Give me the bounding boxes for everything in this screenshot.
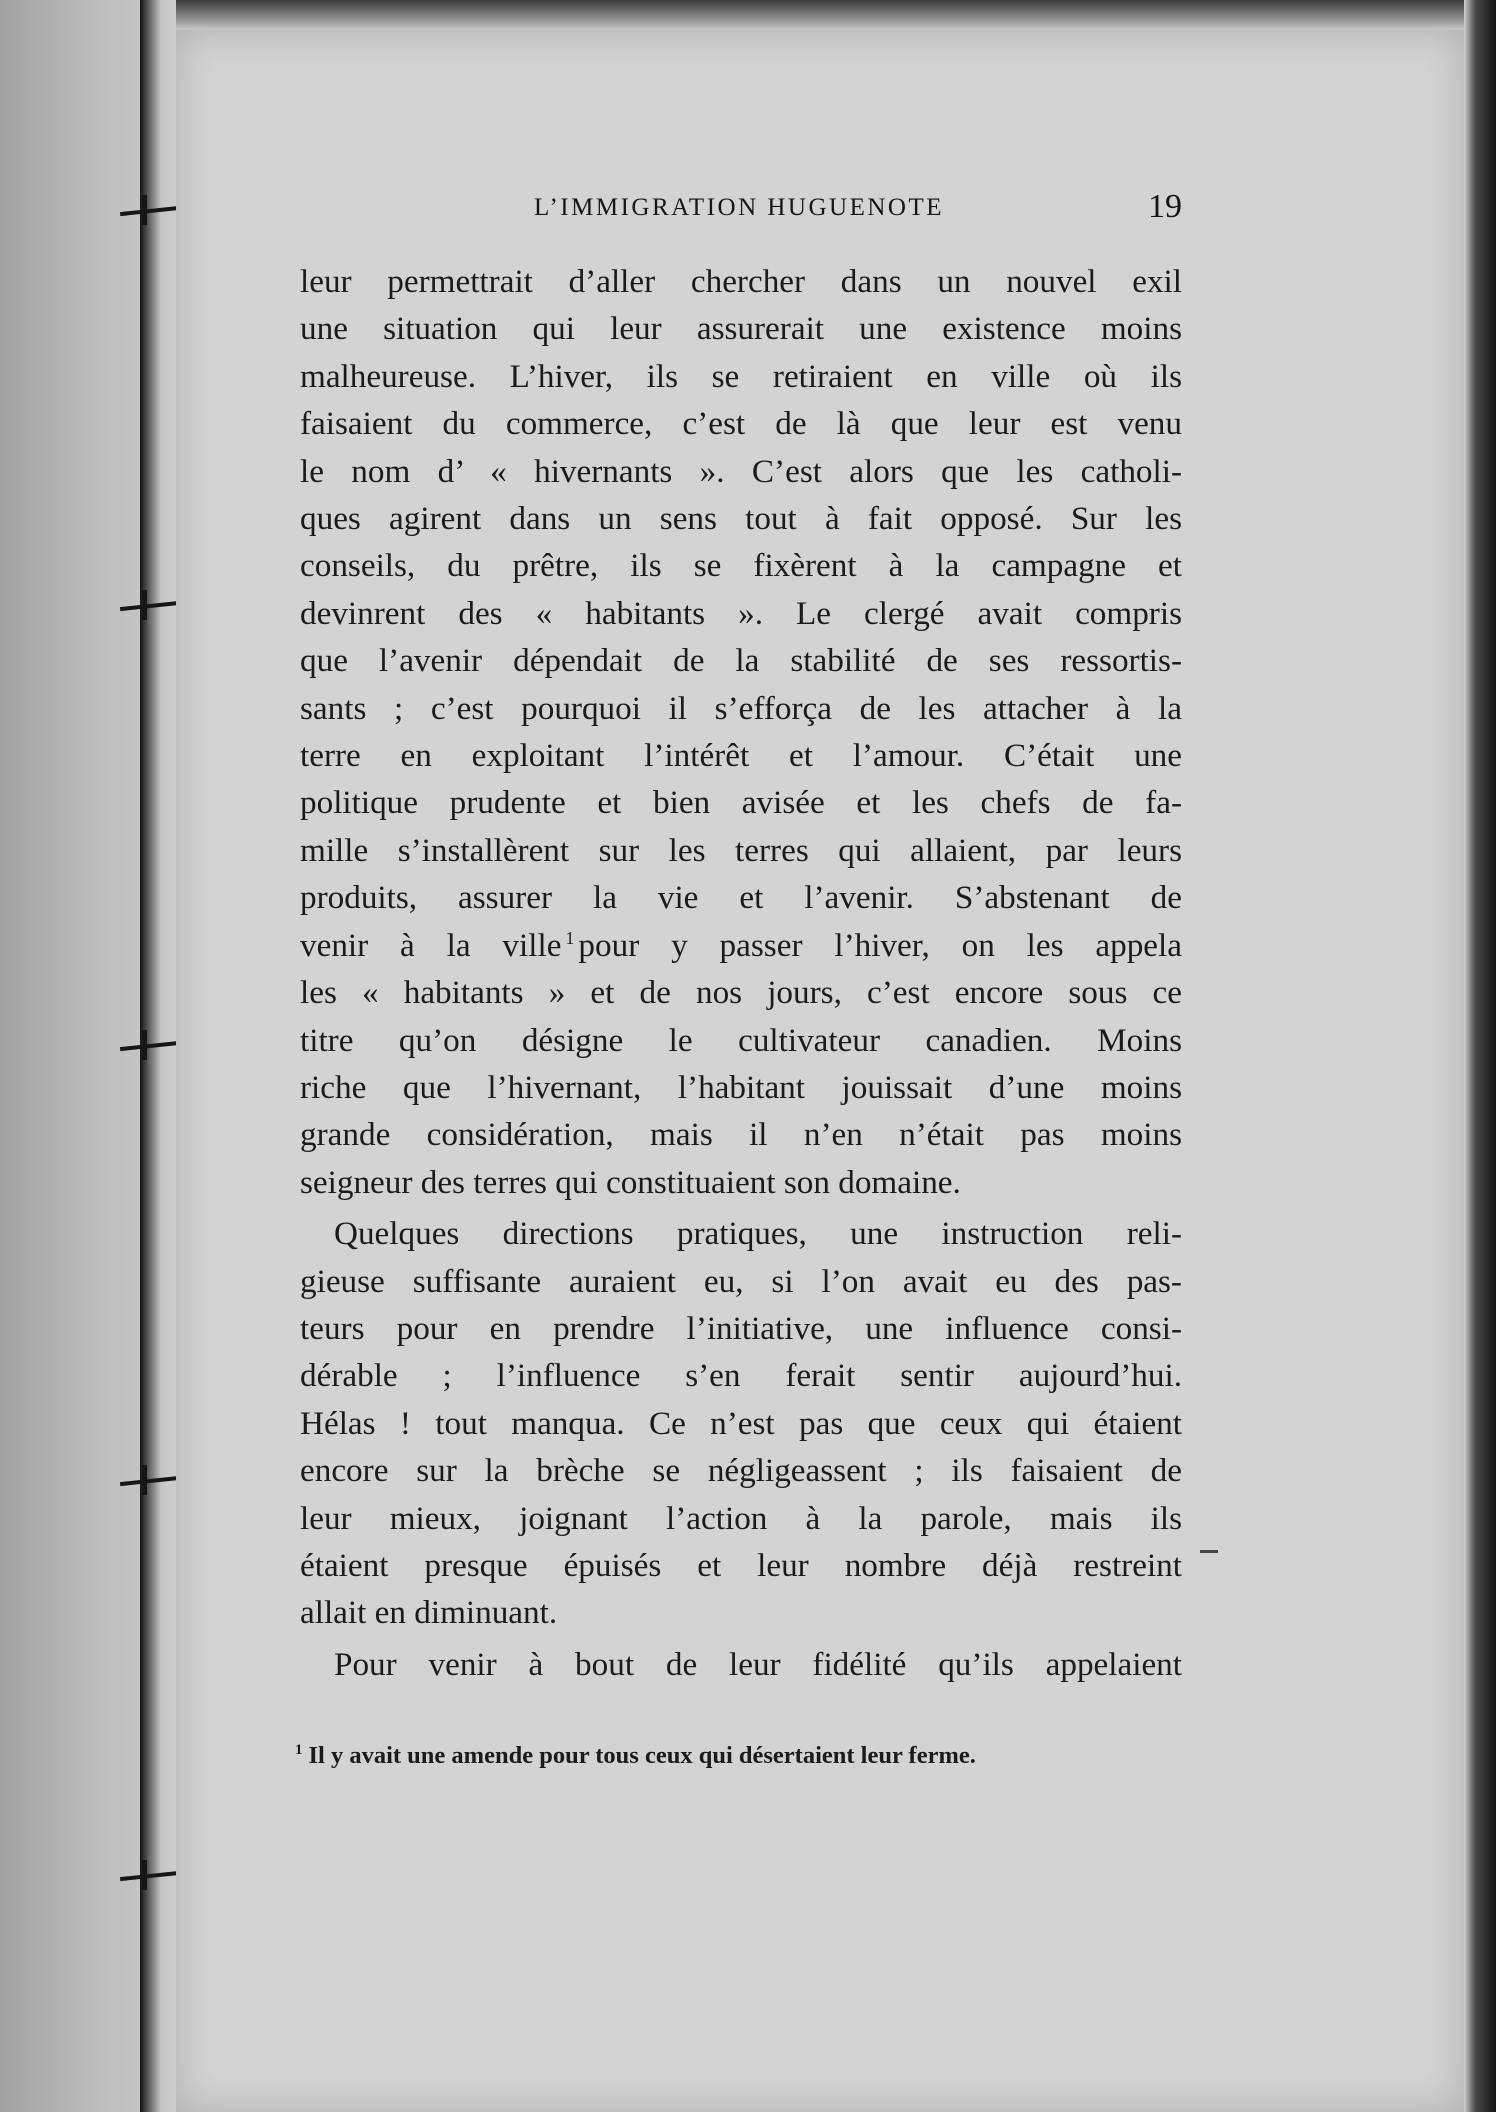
binding-stitch: [120, 205, 180, 217]
text-line: faisaient du commerce, c’est de là que leur est venu: [300, 405, 1182, 443]
binding-stitch: [120, 600, 180, 612]
margin-pencil-mark: [1200, 1550, 1218, 1553]
text-line-with-footnote-ref: [300, 922, 1182, 969]
text-line: terre en exploitant l’intérêt et l’amour. C’était une: [300, 737, 1182, 775]
text-line: grande considération, mais il n’en n’était pas moins: [300, 1116, 1182, 1154]
text-line: malheureuse. L’hiver, ils se retiraient en ville où ils: [300, 357, 1182, 395]
text-line: conseils, du prêtre, ils se fixèrent à la campagne et: [300, 547, 1182, 585]
paragraph-1: [300, 258, 1182, 1206]
paragraph-2: [300, 1210, 1182, 1637]
binding-stitch: [120, 1870, 180, 1882]
text-line: le nom d’ « hivernants ». C’est alors que les catholi-: [300, 452, 1182, 490]
text-line: riche que l’hivernant, l’habitant jouissait d’une moins: [300, 1068, 1182, 1106]
text-line: produits, assurer la vie et l’avenir. S’abstenant de: [300, 879, 1182, 917]
paragraph-3: [300, 1641, 1182, 1688]
text-fragment: venir à la ville: [300, 926, 562, 964]
text-line: ques agirent dans un sens tout à fait opposé. Sur les: [300, 500, 1182, 538]
text-line: sants ; c’est pourquoi il s’efforça de les attacher à la: [300, 689, 1182, 727]
text-line: Pour venir à bout de leur fidélité qu’ils appelaient: [334, 1645, 1182, 1683]
text-line: devinrent des « habitants ». Le clergé avait compris: [300, 594, 1182, 632]
text-fragment: pour y passer l’hiver, on les appela: [578, 926, 1182, 964]
footnote-mark: 1: [295, 1741, 303, 1758]
text-line: titre qu’on désigne le cultivateur canadien. Moins: [300, 1021, 1182, 1059]
page-header: [534, 188, 1182, 232]
text-line: Quelques directions pratiques, une instruction reli-: [334, 1215, 1182, 1253]
text-line: que l’avenir dépendait de la stabilité de ses ressortis-: [300, 642, 1182, 680]
text-line: étaient presque épuisés et leur nombre déjà restreint: [300, 1546, 1182, 1584]
footnote-text: Il y avait une amende pour tous ceux qui désertaient leur ferme.: [308, 1742, 976, 1769]
text-line: encore sur la brèche se négligeassent ; ils faisaient de: [300, 1452, 1182, 1490]
text-line: les « habitants » et de nos jours, c’est encore sous ce: [300, 974, 1182, 1012]
footnote: [295, 1740, 1181, 1772]
text-line: une situation qui leur assurerait une existence moins: [300, 310, 1182, 348]
text-line: seigneur des terres qui constituaient son domaine.: [300, 1163, 961, 1201]
text-line: gieuse suffisante auraient eu, si l’on avait eu des pas-: [300, 1262, 1182, 1300]
footnote-reference: 1: [565, 927, 575, 948]
text-line: teurs pour en prendre l’initiative, une influence consi-: [300, 1309, 1182, 1347]
top-page-edge: [176, 0, 1464, 30]
binding-stitch: [120, 1475, 180, 1487]
text-line: dérable ; l’influence s’en ferait sentir aujourd’hui.: [300, 1357, 1182, 1395]
text-line: allait en diminuant.: [300, 1594, 558, 1632]
body-text: [300, 258, 1182, 1692]
text-line: politique prudente et bien avisée et les chefs de fa-: [300, 784, 1182, 822]
text-line: mille s’installèrent sur les terres qui allaient, par leurs: [300, 831, 1182, 869]
text-line: Hélas ! tout manqua. Ce n’est pas que ceux qui étaient: [300, 1404, 1182, 1442]
binding-stitch: [120, 1040, 180, 1052]
right-page-edge: [1464, 0, 1496, 2112]
text-line: leur mieux, joignant l’action à la parole, mais ils: [300, 1499, 1182, 1537]
page-number: 19: [1148, 188, 1182, 225]
running-head: L’IMMIGRATION HUGUENOTE: [534, 194, 945, 221]
text-line: leur permettrait d’aller chercher dans un nouvel exil: [300, 263, 1182, 300]
